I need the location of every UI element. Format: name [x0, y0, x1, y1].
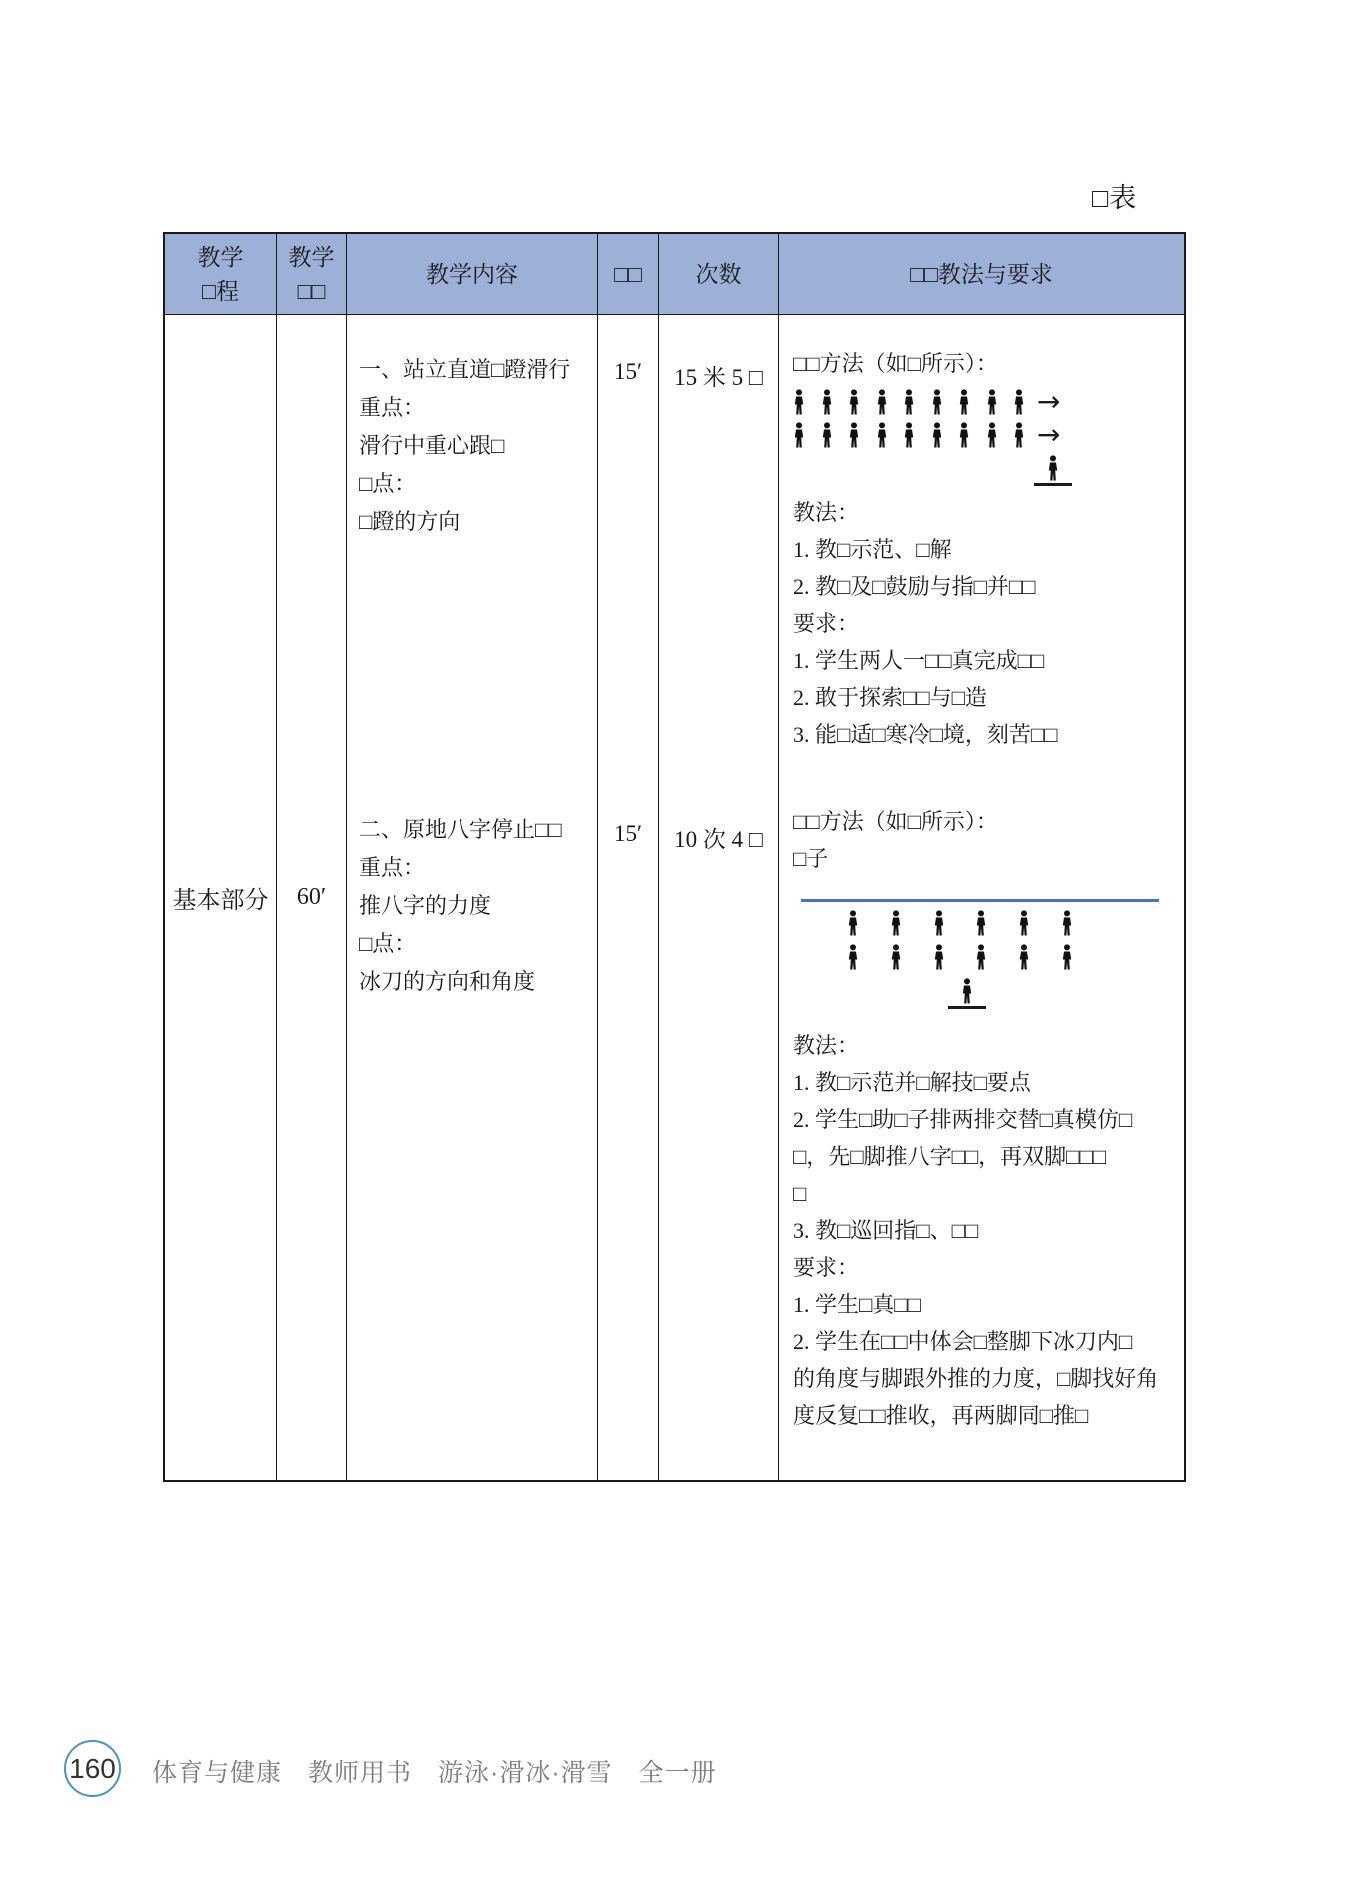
formation-diagram-1	[793, 385, 1176, 486]
teacher-baseline	[1034, 483, 1072, 486]
organization-intro-1: □□方法（如□所示）：	[793, 351, 998, 376]
person-icon	[1013, 389, 1025, 415]
person-icon	[986, 389, 998, 415]
organization-intro-2: □□方法（如□所示）：	[793, 809, 998, 834]
student-row	[847, 910, 1073, 936]
person-icon	[848, 422, 860, 448]
cell-duration	[598, 315, 659, 1480]
person-icon	[821, 389, 833, 415]
repetitions-1: 15 米 5 □	[674, 365, 763, 390]
page-number: 160	[69, 1752, 116, 1784]
cell-process	[165, 315, 277, 1480]
repetitions-2: 10 次 4 □	[674, 827, 763, 852]
student-row	[793, 385, 1176, 418]
person-icon	[876, 422, 888, 448]
person-icon	[821, 422, 833, 448]
lesson-plan-table	[163, 232, 1186, 1482]
person-icon	[793, 389, 805, 415]
cell-total-time	[277, 315, 347, 1480]
req-items-2: 1. 学生□真□□ 2. 学生在□□中体会□整脚下冰刀内□ 的角度与脚跟外推的力度，□脚找好角 度反复□□推收，再两脚同□推□	[793, 1292, 1159, 1428]
barrier-line	[801, 899, 1159, 902]
person-icon	[975, 910, 987, 936]
person-icon	[876, 389, 888, 415]
table-caption: □表	[1092, 183, 1138, 213]
person-icon	[986, 422, 998, 448]
duration-2: 15′	[613, 821, 643, 846]
teacher-icon	[945, 978, 989, 1009]
person-icon	[933, 910, 945, 936]
formation-diagram-2	[793, 899, 1176, 1009]
person-icon	[931, 422, 943, 448]
header-duration: □□	[598, 234, 659, 315]
person-icon	[1061, 910, 1073, 936]
methods-block-2	[793, 803, 1176, 1434]
teacher-icon	[1031, 455, 1075, 486]
person-icon	[903, 389, 915, 415]
person-icon	[890, 910, 902, 936]
person-icon	[1013, 422, 1025, 448]
cell-teaching-content	[347, 315, 598, 1480]
teach-items-1: 1. 教□示范、□解 2. 教□及□鼓励与指□并□□	[793, 537, 1036, 599]
person-icon	[847, 944, 859, 970]
book-title: 体育与健康 教师用书 游泳·滑冰·滑雪 全一册	[152, 1759, 717, 1787]
header-teaching-content: 教学内容	[347, 234, 598, 315]
content-block-1: 一、站立直道□蹬滑行 重点： 滑行中重心跟□ □点： □蹬的方向	[359, 357, 571, 534]
header-methods-requirements: □□教法与要求	[779, 234, 1184, 315]
total-time-value: 60′	[296, 884, 327, 910]
arrow-right-icon: →	[1037, 418, 1061, 451]
req-label-1: 要求：	[793, 611, 860, 636]
teach-label-1: 教法：	[793, 500, 860, 525]
person-icon	[903, 422, 915, 448]
organization-sub-2: □子	[793, 846, 829, 871]
page-number-badge	[64, 1740, 121, 1797]
methods-block-1	[793, 345, 1176, 753]
teacher-baseline	[948, 1006, 986, 1009]
process-label: 基本部分	[172, 887, 269, 914]
person-icon	[933, 944, 945, 970]
header-teaching-time: 教学 □□	[277, 234, 347, 315]
header-repetitions: 次数	[659, 234, 779, 315]
cell-methods-requirements	[779, 315, 1184, 1480]
teach-items-2: 1. 教□示范并□解技□要点 2. 学生□助□子排两排交替□真模仿□ □，先□脚推八字□□，再双脚□□□ □ 3. 教□巡回指□、□□	[793, 1070, 1133, 1243]
person-icon	[931, 389, 943, 415]
person-icon	[847, 910, 859, 936]
person-icon	[848, 389, 860, 415]
person-icon	[1018, 944, 1030, 970]
content-block-2: 二、原地八字停止□□ 重点： 推八字的力度 □点： 冰刀的方向和角度	[359, 817, 562, 994]
person-icon	[1018, 910, 1030, 936]
duration-1: 15′	[613, 359, 643, 384]
student-row	[847, 944, 1073, 970]
person-icon	[793, 422, 805, 448]
person-icon	[890, 944, 902, 970]
person-icon	[958, 389, 970, 415]
person-icon	[1061, 944, 1073, 970]
req-label-2: 要求：	[793, 1255, 860, 1280]
person-icon	[958, 422, 970, 448]
arrow-right-icon: →	[1037, 385, 1061, 418]
req-items-1: 1. 学生两人一□□真完成□□ 2. 敢于探索□□与□造 3. 能□适□寒冷□境，刻苦□□	[793, 648, 1058, 747]
cell-repetitions	[659, 315, 779, 1480]
header-teaching-process: 教学 □程	[165, 234, 277, 315]
teach-label-2: 教法：	[793, 1033, 860, 1058]
student-row	[793, 418, 1176, 451]
person-icon	[975, 944, 987, 970]
